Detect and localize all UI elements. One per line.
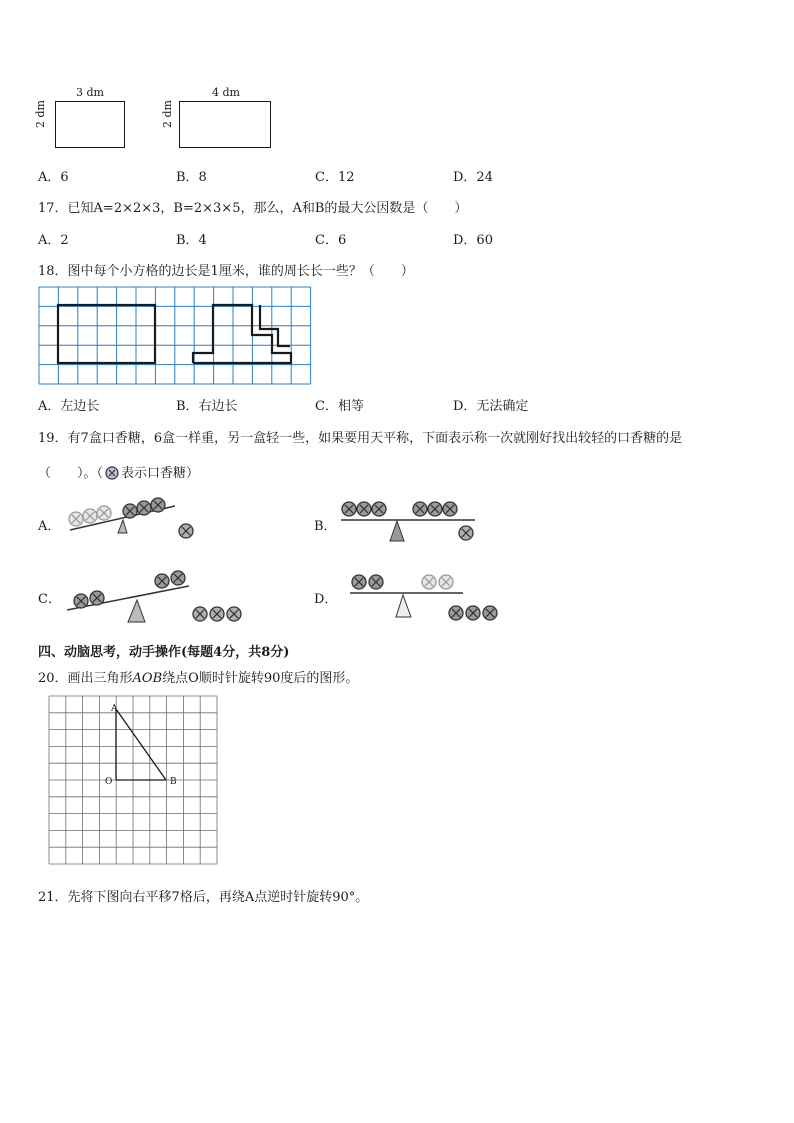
q19-option-b[interactable]: B．: [314, 519, 337, 534]
q19-stem-suffix: 表示口香糖）: [121, 466, 200, 481]
gum-icon: [179, 524, 193, 538]
gum-icon: [74, 594, 88, 608]
q20-stem-prefix: 20．画出三角形: [38, 671, 133, 686]
fig1-top-label: 3 dm: [76, 86, 104, 99]
q19-balance-b: [338, 496, 478, 546]
gum-icon: [483, 606, 497, 620]
fig1-side-label: 2 dm: [34, 100, 47, 128]
section4-heading: 四、动脑思考，动手操作(每题4分，共8分): [38, 645, 290, 660]
q20-grid-figure: [48, 695, 218, 867]
q17-option-b[interactable]: B．4: [176, 233, 207, 248]
gum-icon: [459, 526, 473, 540]
gum-icon: [372, 502, 386, 516]
q17-option-c[interactable]: C．6: [315, 233, 347, 248]
q18-option-b[interactable]: B．右边长: [176, 399, 238, 414]
q16-option-c[interactable]: C．12: [315, 170, 355, 185]
right-staircase-shape: [193, 305, 291, 363]
gum-icon: [439, 575, 453, 589]
gum-icon: [171, 571, 185, 585]
gum-icon: [422, 575, 436, 589]
q17-stem: 17．已知A=2×2×3，B=2×3×5，那么，A和B的最大公因数是（ ）: [38, 201, 468, 216]
gum-icon: [342, 502, 356, 516]
q19-stem-line2: [38, 462, 199, 481]
gum-icon: [428, 502, 442, 516]
q19-option-a[interactable]: A．: [38, 519, 61, 534]
q18-option-c[interactable]: C．相等: [315, 399, 364, 414]
fig2-rectangle: [179, 101, 271, 148]
q16-option-a[interactable]: A．6: [38, 170, 69, 185]
point-b-label: B: [170, 777, 177, 787]
point-o-label: O: [105, 777, 113, 787]
gum-icon: [193, 607, 207, 621]
gum-icon: [210, 607, 224, 621]
q16-option-b[interactable]: B．8: [176, 170, 207, 185]
gum-icon: [413, 502, 427, 516]
q18-grid-figure: [38, 286, 312, 384]
gum-icon: [155, 574, 169, 588]
triangle-aob: [116, 709, 166, 780]
gum-icon: [227, 607, 241, 621]
q20-stem-triangle-name: AOB: [132, 671, 163, 686]
gum-icon: [352, 575, 366, 589]
q18-option-a[interactable]: A．左边长: [38, 399, 100, 414]
gum-icon: [443, 502, 457, 516]
gum-icon: [449, 606, 463, 620]
fig1-rectangle: [55, 101, 125, 148]
gum-icon: [137, 501, 151, 515]
point-a-label: A: [111, 704, 118, 714]
q16-option-d[interactable]: D．24: [453, 170, 493, 185]
q18-option-d[interactable]: D．无法确定: [453, 399, 529, 414]
gum-icon: [466, 606, 480, 620]
gum-icon: [357, 502, 371, 516]
gum-icon: [69, 512, 83, 526]
gum-icon: [97, 506, 111, 520]
gum-icon: [151, 498, 165, 512]
q19-balance-c: [65, 564, 250, 626]
gum-legend-icon: [105, 466, 119, 480]
q20-stem-suffix: 绕点O顺时针旋转90度后的图形。: [162, 671, 359, 686]
q20-stem: [38, 667, 358, 686]
q19-stem-prefix: （ ）。（: [38, 466, 104, 481]
q21-stem: 21．先将下图向右平移7格后，再绕A点逆时针旋转90°。: [38, 890, 369, 905]
fig2-side-label: 2 dm: [161, 100, 174, 128]
left-rectangle-shape: [58, 305, 155, 363]
fig2-top-label: 4 dm: [212, 86, 240, 99]
q17-option-d[interactable]: D．60: [453, 233, 493, 248]
q18-stem: 18．图中每个小方格的边长是1厘米，谁的周长长一些？（ ）: [38, 264, 414, 279]
q19-option-c[interactable]: C．: [38, 592, 61, 607]
gum-icon: [90, 591, 104, 605]
q19-option-d[interactable]: D．: [314, 592, 338, 607]
q19-balance-d: [345, 569, 505, 625]
q17-option-a[interactable]: A．2: [38, 233, 69, 248]
gum-icon: [369, 575, 383, 589]
q19-stem-line1: 19．有7盒口香糖，6盒一样重，另一盒轻一些，如果要用天平称，下面表示称一次就刚好找出较轻的口香糖的是: [38, 431, 683, 446]
gum-icon: [123, 504, 137, 518]
q19-balance-a: [65, 493, 205, 543]
gum-icon: [83, 509, 97, 523]
